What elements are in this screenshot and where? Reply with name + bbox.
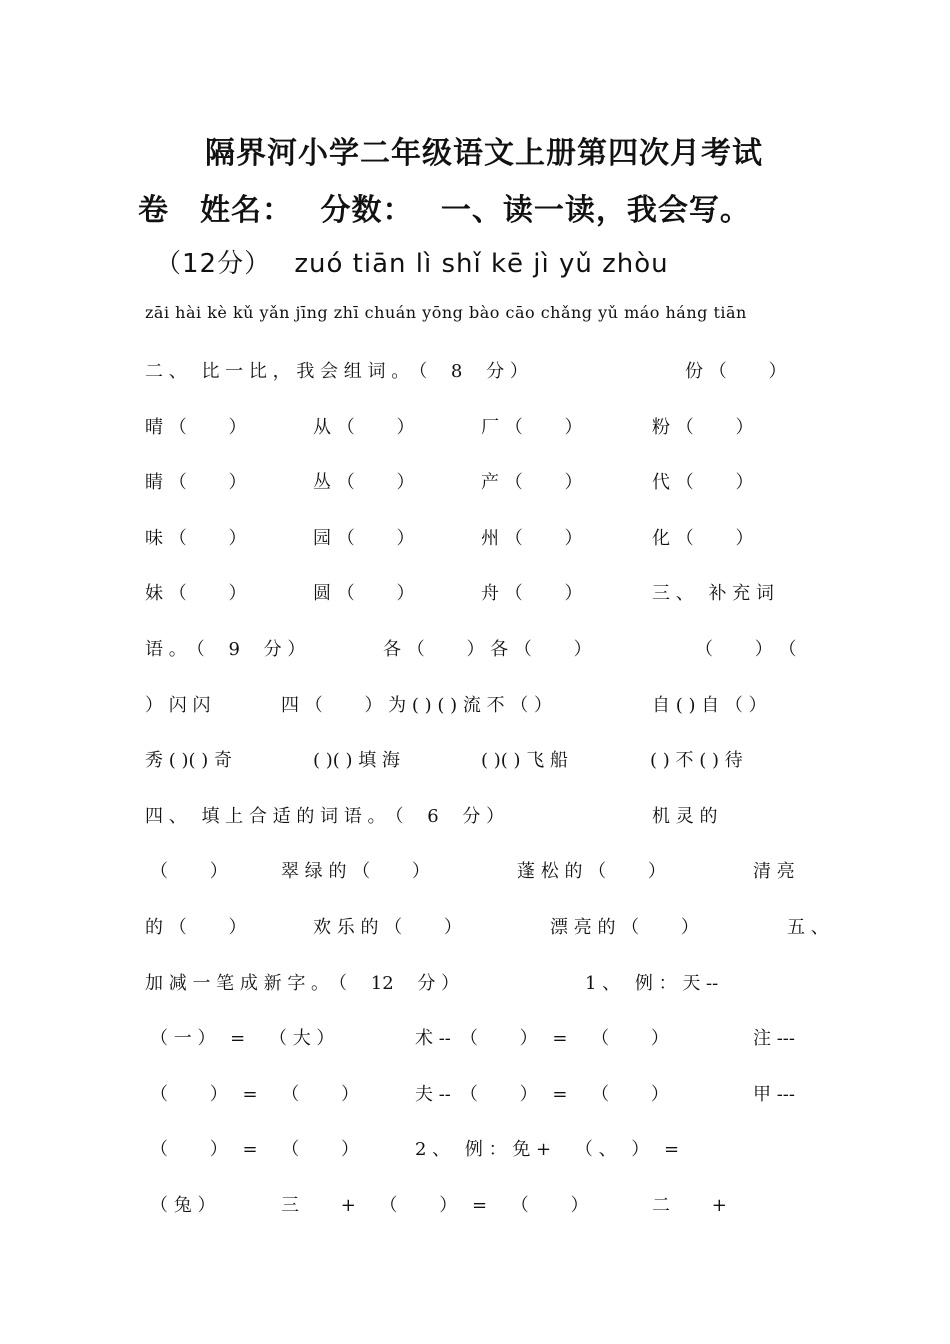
body-text: 甲 ---	[753, 1083, 795, 1105]
body-text: 五 、	[787, 917, 829, 938]
body-text: 妹 （ ）	[145, 583, 247, 605]
body-text: 注 ---	[753, 1028, 795, 1050]
body-text: ( )( ) 填 海	[313, 750, 400, 772]
body-text: 欢 乐 的 （ ）	[313, 917, 462, 938]
body-text: 从 （ ）	[313, 416, 415, 438]
body-text: 的 （ ）	[145, 917, 247, 938]
body-text: ( ) 不 ( ) 待	[650, 750, 743, 772]
body-text: 州 （ ）	[481, 527, 583, 549]
body-text: （ ） = （ ）	[150, 1083, 359, 1105]
body-text: 份 （ ）	[685, 361, 787, 382]
body-text: 丛 （ ）	[313, 472, 415, 494]
body-text: 各 （ ） 各 （ ）	[383, 639, 592, 660]
body-text: 语 。 （ 9 分 ）	[145, 639, 306, 660]
body-text: 产 （ ）	[481, 472, 583, 494]
body-text: ( )( ) 飞 船	[481, 750, 568, 772]
body-text: 夫 -- （ ） = （ ）	[415, 1083, 669, 1105]
body-text: 三 、 补 充 词	[652, 583, 774, 605]
body-text: （ 兔 ）	[150, 1195, 216, 1216]
body-text: 四 （ ） 为 ( ) ( ) 流 不 （ ）	[281, 694, 553, 716]
body-text: （ ）	[150, 861, 228, 883]
body-text: 粉 （ ）	[652, 416, 754, 438]
body-text: 二 、 比 一 比 ， 我 会 组 词 。 （ 8 分 ）	[145, 361, 528, 382]
body-text: 蓬 松 的 （ ）	[517, 861, 666, 883]
body-text: 睛 （ ）	[145, 472, 247, 494]
body-text: 清 亮	[753, 861, 795, 883]
body-text: 晴 （ ）	[145, 416, 247, 438]
pinyin-row: zāi hài kè kǔ yǎn jīng zhī chuán yōng bào cāo chǎng yǔ máo háng tiān	[145, 303, 747, 322]
title-line-1: 隔界河小学二年级语文上册第四次月考试	[205, 136, 763, 171]
body-text: 2 、 例 ： 免 + （ 、 ） =	[415, 1139, 680, 1161]
body-text: 术 -- （ ） = （ ）	[415, 1028, 669, 1050]
body-text: （ ） = （ ）	[150, 1139, 359, 1161]
body-text: 机 灵 的	[652, 805, 718, 827]
body-text: （ ） （	[695, 639, 797, 660]
body-text: 厂 （ ）	[481, 416, 583, 438]
body-text: 加 减 一 笔 成 新 字 。 （ 12 分 ）	[145, 972, 460, 994]
body-text: 翠 绿 的 （ ）	[281, 861, 430, 883]
body-text: 园 （ ）	[313, 527, 415, 549]
body-text: 1 、 例 ： 天 --	[585, 972, 719, 994]
body-text: 四 、 填 上 合 适 的 词 语 。 （ 6 分 ）	[145, 805, 505, 827]
body-text: 三 + （ ） = （ ）	[281, 1195, 589, 1216]
body-text: 二 +	[652, 1195, 727, 1216]
title-line-2: 卷 姓名： 分数： 一、读一读，我会写。	[138, 193, 751, 228]
title-line-3: （12分） zuó tiān lì shǐ kē jì yǔ zhòu	[155, 249, 669, 279]
body-text: 自 ( ) 自 （ ）	[652, 694, 767, 716]
body-text: 化 （ ）	[652, 527, 754, 549]
body-text: ） 闪 闪	[145, 694, 211, 716]
body-text: 味 （ ）	[145, 527, 247, 549]
body-text: 圆 （ ）	[313, 583, 415, 605]
body-text: 漂 亮 的 （ ）	[550, 917, 699, 938]
body-text: 秀 ( )( ) 奇	[145, 750, 232, 772]
body-text: 舟 （ ）	[481, 583, 583, 605]
body-text: （ 一 ） = （ 大 ）	[150, 1028, 335, 1050]
body-text: 代 （ ）	[652, 472, 754, 494]
